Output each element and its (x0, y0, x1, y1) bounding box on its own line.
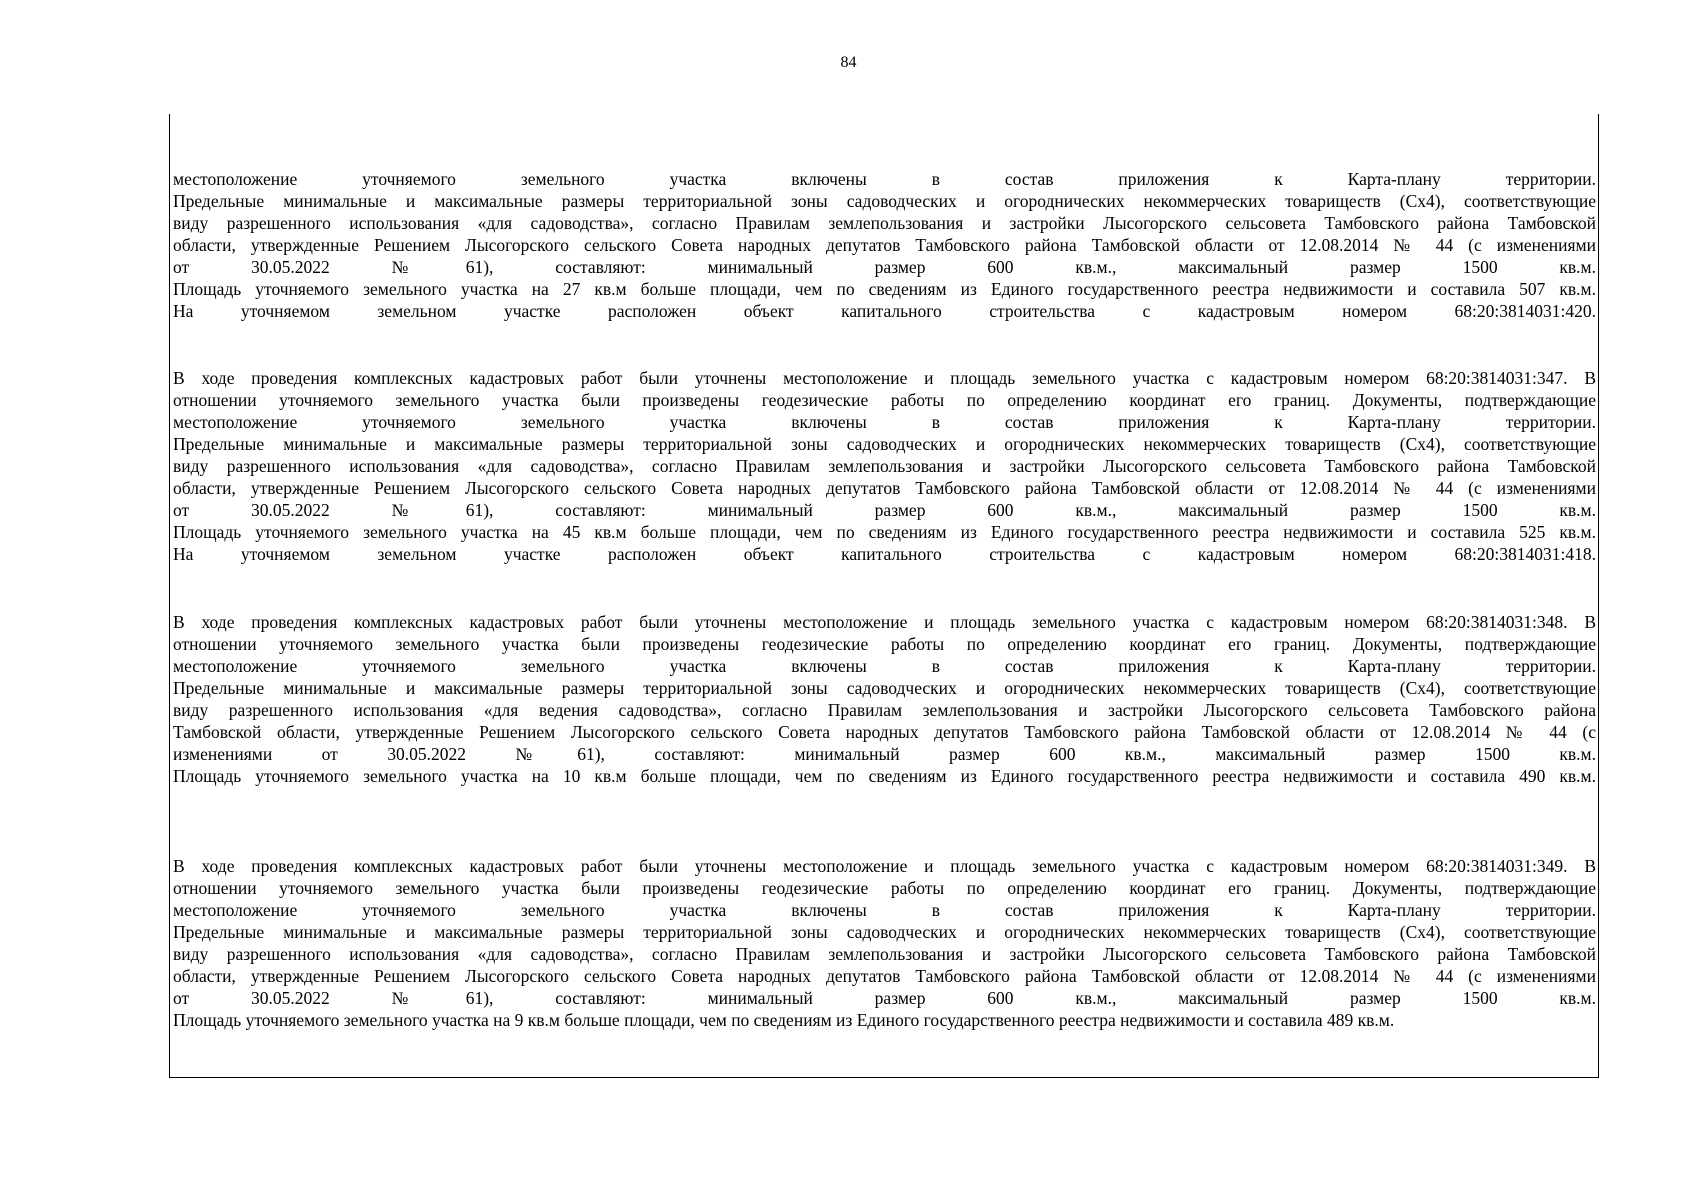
text-line: виду разрешенного использования «для садоводства», согласно Правилам землепользования и застройки Лысогорского сельсовета Тамбовского района Тамбовской (173, 456, 1596, 476)
text-line: области, утвержденные Решением Лысогорского сельского Совета народных депутатов Тамбовского района Тамбовской области от 12.08.2014 № 44 (с изменениями (173, 235, 1596, 255)
text-line: от 30.05.2022 №61), составляют: минимальный размер 600 кв.м., максимальный размер 1500 кв.м. (173, 500, 1596, 520)
text-line: отношении уточняемого земельного участка были произведены геодезические работы по определению координат его границ. Документы, подтверждающие (173, 878, 1596, 898)
text-line: области, утвержденные Решением Лысогорского сельского Совета народных депутатов Тамбовского района Тамбовской области от 12.08.2014 № 44 (с изменениями (173, 966, 1596, 986)
text-line: На уточняемом земельном участке расположен объект капитального строительства с кадастровым номером 68:20:3814031:418. (173, 544, 1596, 564)
text-line: В ходе проведения комплексных кадастровых работ были уточнены местоположение и площадь земельного участка с кадастровым номером 68:20:3814031:349. В (173, 856, 1596, 876)
text-line: Предельные минимальные и максимальные размеры территориальной зоны садоводческих и огороднических некоммерческих товариществ (Сх4), соответствующие (173, 922, 1596, 942)
text-line: В ходе проведения комплексных кадастровых работ были уточнены местоположение и площадь земельного участка с кадастровым номером 68:20:3814031:347. В (173, 368, 1596, 388)
text-line: изменениями от 30.05.2022 №61), составляют: минимальный размер 600 кв.м., максимальный размер 1500 кв.м. (173, 744, 1596, 764)
text-line: Площадь уточняемого земельного участка на 9 кв.м больше площади, чем по сведениям из Единого государственного реестра недвижимости и составила 489 кв.м. (173, 1010, 1395, 1030)
text-line: отношении уточняемого земельного участка были произведены геодезические работы по определению координат его границ. Документы, подтверждающие (173, 634, 1596, 654)
text-line: местоположение уточняемого земельного участка включены в состав приложения к Карта-плану территории. (173, 169, 1596, 189)
text-line: Тамбовской области, утвержденные Решением Лысогорского сельского Совета народных депутатов Тамбовского района Тамбовской области от 12.08.2014 № 44 (с (173, 722, 1596, 742)
text-line: местоположение уточняемого земельного участка включены в состав приложения к Карта-плану территории. (173, 656, 1596, 676)
text-line: Предельные минимальные и максимальные размеры территориальной зоны садоводческих и огороднических некоммерческих товариществ (Сх4), соответствующие (173, 434, 1596, 454)
text-line: виду разрешенного использования «для ведения садоводства», согласно Правилам землепользования и застройки Лысогорского сельсовета Тамбовского района (173, 700, 1596, 720)
text-line: области, утвержденные Решением Лысогорского сельского Совета народных депутатов Тамбовского района Тамбовской области от 12.08.2014 № 44 (с изменениями (173, 478, 1596, 498)
text-line: от 30.05.2022 №61), составляют: минимальный размер 600 кв.м., максимальный размер 1500 кв.м. (173, 988, 1596, 1008)
text-line: Площадь уточняемого земельного участка на 27 кв.м больше площади, чем по сведениям из Единого государственного реестра недвижимости и составила 507 кв.м. (173, 279, 1596, 299)
text-line: В ходе проведения комплексных кадастровых работ были уточнены местоположение и площадь земельного участка с кадастровым номером 68:20:3814031:348. В (173, 612, 1596, 632)
text-line: Площадь уточняемого земельного участка на 45 кв.м больше площади, чем по сведениям из Единого государственного реестра недвижимости и составила 525 кв.м. (173, 522, 1596, 542)
paragraph-3 (173, 611, 1596, 787)
text-line: Предельные минимальные и максимальные размеры территориальной зоны садоводческих и огороднических некоммерческих товариществ (Сх4), соответствующие (173, 191, 1596, 211)
text-line: местоположение уточняемого земельного участка включены в состав приложения к Карта-плану территории. (173, 412, 1596, 432)
text-line: от 30.05.2022 №61), составляют: минимальный размер 600 кв.м., максимальный размер 1500 кв.м. (173, 257, 1596, 277)
text-line: виду разрешенного использования «для садоводства», согласно Правилам землепользования и застройки Лысогорского сельсовета Тамбовского района Тамбовской (173, 944, 1596, 964)
paragraph-4 (173, 855, 1596, 1031)
text-line: На уточняемом земельном участке расположен объект капитального строительства с кадастровым номером 68:20:3814031:420. (173, 301, 1596, 321)
paragraph-2 (173, 367, 1596, 565)
text-line: отношении уточняемого земельного участка были произведены геодезические работы по определению координат его границ. Документы, подтверждающие (173, 390, 1596, 410)
page-number: 84 (840, 54, 857, 71)
paragraph-1 (173, 168, 1596, 322)
text-line: Площадь уточняемого земельного участка на 10 кв.м больше площади, чем по сведениям из Единого государственного реестра недвижимости и составила 490 кв.м. (173, 766, 1596, 786)
text-line: местоположение уточняемого земельного участка включены в состав приложения к Карта-плану территории. (173, 900, 1596, 920)
text-line: виду разрешенного использования «для садоводства», согласно Правилам землепользования и застройки Лысогорского сельсовета Тамбовского района Тамбовской (173, 213, 1596, 233)
text-line: Предельные минимальные и максимальные размеры территориальной зоны садоводческих и огороднических некоммерческих товариществ (Сх4), соответствующие (173, 678, 1596, 698)
